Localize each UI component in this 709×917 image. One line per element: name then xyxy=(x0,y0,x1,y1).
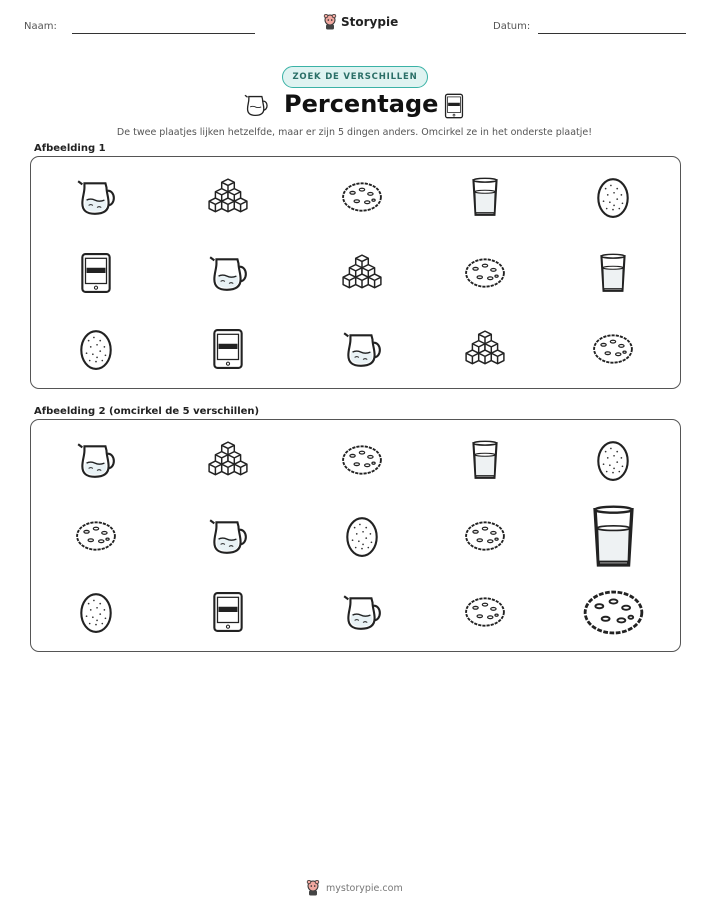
egg-icon xyxy=(592,176,634,218)
date-field-line[interactable] xyxy=(538,33,686,34)
picture-object-tablet[interactable] xyxy=(198,582,258,642)
footer xyxy=(306,880,403,896)
picture-object-pitcher[interactable] xyxy=(198,506,258,566)
sugar-cubes-icon xyxy=(207,176,249,218)
picture-object-tablet xyxy=(198,319,258,379)
picture-object-egg[interactable] xyxy=(66,582,126,642)
name-label: Naam: xyxy=(24,21,57,32)
picture-object-cookie[interactable] xyxy=(583,582,643,642)
name-field-line[interactable] xyxy=(72,33,255,34)
picture-object-cookie[interactable] xyxy=(332,430,392,490)
picture-object-sugar-cubes xyxy=(198,167,258,227)
section2-label: Afbeelding 2 (omcirkel de 5 verschillen) xyxy=(34,406,260,417)
tablet-icon xyxy=(75,252,117,294)
cookie-icon xyxy=(592,328,634,370)
picture-object-glass xyxy=(455,167,515,227)
picture-object-cookie[interactable] xyxy=(455,582,515,642)
picture-object-cookie xyxy=(455,243,515,303)
picture-object-glass[interactable] xyxy=(583,506,643,566)
picture-object-cookie[interactable] xyxy=(66,506,126,566)
picture-object-sugar-cubes xyxy=(332,243,392,303)
picture-object-cookie xyxy=(583,319,643,379)
picture-object-egg xyxy=(66,319,126,379)
picture-object-egg xyxy=(583,167,643,227)
activity-badge: ZOEK DE VERSCHILLEN xyxy=(282,66,428,88)
sugar-cubes-icon xyxy=(464,328,506,370)
pitcher-icon xyxy=(243,92,269,118)
tablet-icon xyxy=(207,328,249,370)
pitcher-icon xyxy=(341,328,383,370)
cookie-icon xyxy=(582,581,645,644)
pitcher-icon xyxy=(207,252,249,294)
cookie-icon xyxy=(341,439,383,481)
picture-object-pitcher xyxy=(198,243,258,303)
sugar-cubes-icon xyxy=(341,252,383,294)
brand-name: Storypie xyxy=(341,15,399,29)
picture-object-cookie[interactable] xyxy=(455,506,515,566)
picture-object-tablet xyxy=(66,243,126,303)
glass-icon xyxy=(580,503,647,570)
glass-icon xyxy=(592,252,634,294)
pitcher-icon xyxy=(75,439,117,481)
pitcher-icon xyxy=(341,591,383,633)
instructions: De twee plaatjes lijken hetzelfde, maar er zijn 5 dingen anders. Omcirkel ze in het onderste plaatje! xyxy=(116,127,593,138)
picture-object-egg[interactable] xyxy=(583,430,643,490)
picture-object-sugar-cubes[interactable] xyxy=(198,430,258,490)
picture-object-egg[interactable] xyxy=(332,506,392,566)
cookie-icon xyxy=(341,176,383,218)
glass-icon xyxy=(464,176,506,218)
egg-icon xyxy=(75,591,117,633)
picture-1-panel xyxy=(30,156,681,389)
picture-object-glass xyxy=(583,243,643,303)
date-label: Datum: xyxy=(493,21,531,32)
section1-label: Afbeelding 1 xyxy=(34,143,106,154)
page-title: Percentage xyxy=(284,90,439,118)
picture-object-pitcher xyxy=(66,167,126,227)
egg-icon xyxy=(75,328,117,370)
cookie-icon xyxy=(75,515,117,557)
storypie-mascot-icon xyxy=(323,14,337,30)
footer-url: mystorypie.com xyxy=(326,882,403,894)
picture-object-pitcher[interactable] xyxy=(66,430,126,490)
pitcher-icon xyxy=(207,515,249,557)
picture-object-sugar-cubes xyxy=(455,319,515,379)
tablet-icon xyxy=(441,92,467,120)
picture-object-cookie xyxy=(332,167,392,227)
picture-2-panel[interactable] xyxy=(30,419,681,652)
picture-object-glass[interactable] xyxy=(455,430,515,490)
cookie-icon xyxy=(464,591,506,633)
sugar-cubes-icon xyxy=(207,439,249,481)
storypie-mascot-icon xyxy=(306,880,320,896)
brand-logo xyxy=(323,14,398,30)
egg-icon xyxy=(592,439,634,481)
cookie-icon xyxy=(464,252,506,294)
egg-icon xyxy=(341,515,383,557)
tablet-icon xyxy=(207,591,249,633)
pitcher-icon xyxy=(75,176,117,218)
picture-object-pitcher xyxy=(332,319,392,379)
glass-icon xyxy=(464,439,506,481)
picture-object-pitcher[interactable] xyxy=(332,582,392,642)
cookie-icon xyxy=(464,515,506,557)
